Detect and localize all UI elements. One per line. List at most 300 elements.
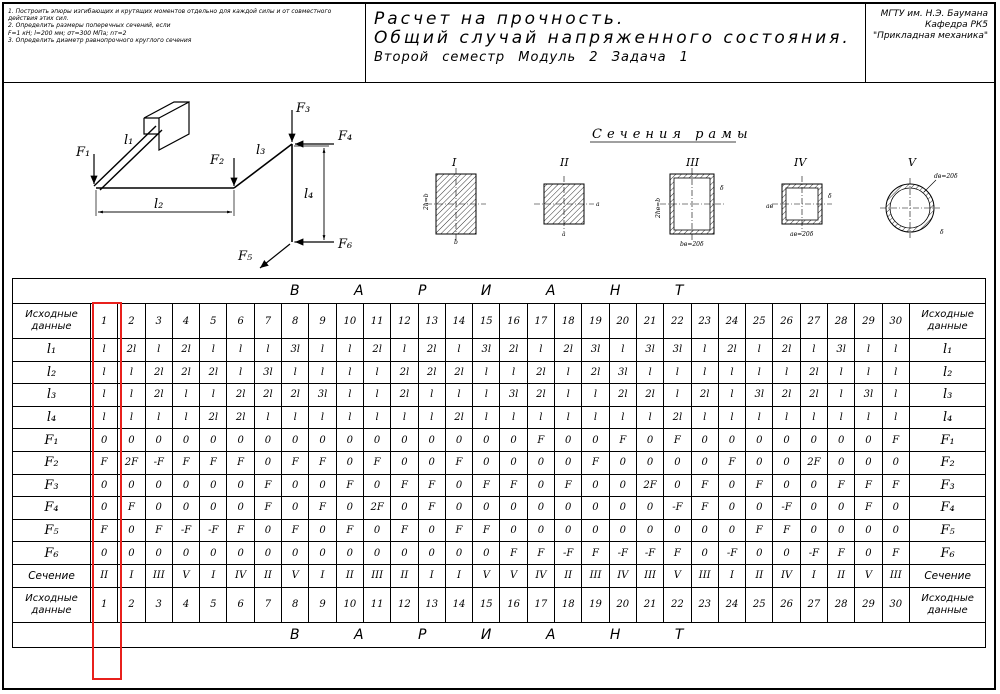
table-cell: 0 <box>118 429 145 452</box>
table-cell: 2l <box>527 361 554 384</box>
table-cell: 0 <box>254 451 281 474</box>
table-cell: IV <box>227 564 254 587</box>
table-cell: F <box>282 451 309 474</box>
table-cell: 2l <box>527 384 554 407</box>
table-cell: 0 <box>309 474 336 497</box>
table-cell: F <box>609 429 636 452</box>
table-cell: 2l <box>227 384 254 407</box>
table-cell: 0 <box>91 497 118 520</box>
variant-number: 21 <box>636 587 663 622</box>
table-cell: 0 <box>691 519 718 542</box>
table-cell: l <box>336 361 363 384</box>
table-cell: 2l <box>172 339 199 362</box>
table-cell: 0 <box>118 474 145 497</box>
table-cell: F <box>555 474 582 497</box>
variant-number: 4 <box>172 304 199 339</box>
variant-number: 9 <box>309 587 336 622</box>
task-title <box>366 4 866 82</box>
table-cell: 0 <box>227 497 254 520</box>
table-cell: l <box>418 384 445 407</box>
label-F2: F₂ <box>210 153 225 168</box>
table-cell: 0 <box>527 451 554 474</box>
table-cell: 0 <box>746 497 773 520</box>
table-cell: 0 <box>418 451 445 474</box>
table-cell: F <box>91 519 118 542</box>
variant-number: 16 <box>500 304 527 339</box>
table-cell: 0 <box>718 429 745 452</box>
table-cell: l <box>746 406 773 429</box>
variant-number: 20 <box>609 304 636 339</box>
table-cell: F <box>718 451 745 474</box>
table-cell: l <box>718 406 745 429</box>
table-cell: 2l <box>773 384 800 407</box>
variant-number: 24 <box>718 587 745 622</box>
table-cell: V <box>664 564 691 587</box>
table-cell: II <box>336 564 363 587</box>
frame-diagram <box>94 102 334 268</box>
table-cell: l <box>582 384 609 407</box>
table-cell: 2l <box>582 361 609 384</box>
section-I-dim-b: b <box>454 239 458 246</box>
variant-number: 10 <box>336 587 363 622</box>
variant-number: 10 <box>336 304 363 339</box>
table-cell: F <box>855 497 882 520</box>
table-row <box>13 564 986 587</box>
title-block <box>4 4 994 83</box>
note-3: 3. Определить диаметр равнопрочного круглого сечения <box>8 36 192 44</box>
table-cell: -F <box>609 542 636 565</box>
row-symbol-right: F₄ <box>909 497 985 520</box>
table-cell: F <box>828 542 855 565</box>
note-2-given: F=1 кН; l=200 мм; σт=300 МПа; nт=2 <box>8 29 127 37</box>
variant-number: 7 <box>254 304 281 339</box>
table-cell: l <box>227 361 254 384</box>
table-cell: 0 <box>282 429 309 452</box>
table-cell: l <box>309 339 336 362</box>
variant-number: 6 <box>227 587 254 622</box>
table-cell: 0 <box>636 497 663 520</box>
table-cell: 0 <box>118 542 145 565</box>
table-cell: 2l <box>445 361 472 384</box>
section-II-dim-a-bottom: a <box>562 231 566 238</box>
table-cell: 0 <box>746 451 773 474</box>
table-cell: 0 <box>691 429 718 452</box>
table-row <box>13 451 986 474</box>
table-cell: IV <box>527 564 554 587</box>
table-cell: 0 <box>527 474 554 497</box>
table-cell: l <box>91 361 118 384</box>
table-cell: III <box>582 564 609 587</box>
table-cell: 0 <box>391 497 418 520</box>
table-cell: l <box>118 361 145 384</box>
table-cell: 0 <box>445 542 472 565</box>
table-cell: F <box>582 542 609 565</box>
table-cell: 0 <box>800 497 827 520</box>
table-cell: 0 <box>200 429 227 452</box>
variant-number: 4 <box>172 587 199 622</box>
section-III-roman: III <box>686 156 700 169</box>
frame-and-sections-drawing <box>4 82 994 273</box>
table-cell: 0 <box>200 542 227 565</box>
table-row <box>13 542 986 565</box>
table-cell: 0 <box>855 542 882 565</box>
table-cell: l <box>555 384 582 407</box>
table-cell: F <box>773 519 800 542</box>
row-symbol-left: F₂ <box>13 451 91 474</box>
variant-number: 11 <box>363 304 390 339</box>
table-cell: l <box>336 384 363 407</box>
table-cell: l <box>691 406 718 429</box>
variant-number: 14 <box>445 587 472 622</box>
table-cell: l <box>664 384 691 407</box>
table-cell: l <box>336 339 363 362</box>
table-cell: 0 <box>172 542 199 565</box>
section-V-dim-d: dв=20δ <box>934 173 958 180</box>
title-line-2: Общий случай напряженного состояния. <box>374 28 851 48</box>
table-cell: F <box>691 497 718 520</box>
variant-number: 2 <box>118 304 145 339</box>
section-II-dim-a-side: a <box>596 201 600 208</box>
table-cell: l <box>582 406 609 429</box>
section-III-dim-delta: δ <box>720 185 724 192</box>
variant-number: 26 <box>773 304 800 339</box>
table-cell: 0 <box>500 451 527 474</box>
table-cell: 0 <box>227 542 254 565</box>
table-cell: 2l <box>800 361 827 384</box>
table-cell: 0 <box>582 429 609 452</box>
table-cell: 0 <box>664 474 691 497</box>
table-cell: 0 <box>691 542 718 565</box>
table-cell: l <box>555 361 582 384</box>
banner-cell: В А Р И А Н Т <box>13 622 986 647</box>
variant-number: 27 <box>800 587 827 622</box>
table-cell: F <box>254 474 281 497</box>
table-cell: F <box>336 474 363 497</box>
table-cell: l <box>473 406 500 429</box>
table-cell: l <box>609 406 636 429</box>
table-cell: l <box>718 361 745 384</box>
table-cell: l <box>527 339 554 362</box>
table-cell: 0 <box>691 451 718 474</box>
table-cell: III <box>691 564 718 587</box>
table-cell: 0 <box>227 429 254 452</box>
row-symbol-left: l₂ <box>13 361 91 384</box>
organization <box>866 4 994 82</box>
figure-area <box>4 82 994 273</box>
table-cell: F <box>445 519 472 542</box>
table-cell: l <box>691 339 718 362</box>
table-cell: 0 <box>391 429 418 452</box>
table-cell: 0 <box>828 451 855 474</box>
table-cell: 0 <box>773 451 800 474</box>
org-course: "Прикладная механика" <box>872 31 988 41</box>
table-cell: 0 <box>200 497 227 520</box>
table-cell: 0 <box>828 519 855 542</box>
table-cell: F <box>691 474 718 497</box>
row-symbol-left: Сечение <box>13 564 91 587</box>
table-cell: 3l <box>855 384 882 407</box>
table-cell: 0 <box>254 429 281 452</box>
table-cell: 0 <box>855 429 882 452</box>
table-cell: 0 <box>200 474 227 497</box>
table-cell: -F <box>773 497 800 520</box>
table-cell: l <box>200 339 227 362</box>
variant-number: 19 <box>582 587 609 622</box>
table-cell: 2l <box>391 384 418 407</box>
table-cell: III <box>882 564 909 587</box>
table-cell: 0 <box>172 429 199 452</box>
variant-number: 5 <box>200 304 227 339</box>
table-cell: IV <box>609 564 636 587</box>
table-cell: -F <box>664 497 691 520</box>
table-cell: 2F <box>800 451 827 474</box>
row-symbol-right: F₂ <box>909 451 985 474</box>
table-cell: 0 <box>773 474 800 497</box>
variant-numbers-row-top <box>13 304 986 339</box>
table-cell: 0 <box>800 474 827 497</box>
table-cell: II <box>828 564 855 587</box>
row-symbol-left: F₃ <box>13 474 91 497</box>
table-cell: 0 <box>391 451 418 474</box>
table-cell: 2l <box>445 406 472 429</box>
variant-number: 3 <box>145 304 172 339</box>
table-cell: l <box>882 361 909 384</box>
table-cell: l <box>118 384 145 407</box>
variant-number: 8 <box>282 587 309 622</box>
table-cell: 3l <box>500 384 527 407</box>
task-notes <box>4 4 366 82</box>
table-cell: F <box>418 474 445 497</box>
variant-number: 28 <box>828 304 855 339</box>
table-cell: 2l <box>254 384 281 407</box>
row-label-left: Исходные данные <box>13 587 91 622</box>
section-IV-dim-a-bottom: aв=20δ <box>790 231 814 238</box>
table-cell: II <box>746 564 773 587</box>
variant-number: 17 <box>527 304 554 339</box>
variant-number: 12 <box>391 587 418 622</box>
variant-number: 15 <box>473 587 500 622</box>
table-cell: F <box>336 519 363 542</box>
table-cell: l <box>773 406 800 429</box>
table-row <box>13 406 986 429</box>
table-cell: l <box>855 339 882 362</box>
section-II-roman: II <box>560 156 569 169</box>
table-cell: l <box>227 339 254 362</box>
table-cell: 0 <box>445 474 472 497</box>
table-cell: 0 <box>91 474 118 497</box>
table-cell: l <box>636 406 663 429</box>
section-I-dim-h: 2h=b <box>423 193 430 210</box>
table-cell: F <box>91 451 118 474</box>
variant-number: 26 <box>773 587 800 622</box>
table-cell: 2F <box>363 497 390 520</box>
section-I <box>423 156 486 246</box>
variant-number: 17 <box>527 587 554 622</box>
table-cell: 0 <box>746 542 773 565</box>
table-cell: 0 <box>555 497 582 520</box>
table-cell: 0 <box>336 542 363 565</box>
table-cell: 0 <box>363 542 390 565</box>
table-cell: 2l <box>555 339 582 362</box>
table-cell: V <box>473 564 500 587</box>
row-symbol-left: l₄ <box>13 406 91 429</box>
label-l2: l₂ <box>154 197 164 212</box>
table-cell: 0 <box>718 474 745 497</box>
row-symbol-right: l₄ <box>909 406 985 429</box>
table-cell: l <box>363 384 390 407</box>
variant-number: 1 <box>91 587 118 622</box>
table-cell: 0 <box>418 542 445 565</box>
variant-number: 2 <box>118 587 145 622</box>
table-cell: 0 <box>609 474 636 497</box>
table-cell: 0 <box>254 519 281 542</box>
variant-number: 25 <box>746 304 773 339</box>
frame-labels <box>75 101 352 264</box>
table-cell: F <box>445 451 472 474</box>
table-cell: F <box>828 474 855 497</box>
table-cell: l <box>145 406 172 429</box>
table-cell: 2l <box>418 339 445 362</box>
table-cell: F <box>664 542 691 565</box>
table-cell: l <box>445 339 472 362</box>
table-cell: l <box>855 406 882 429</box>
variant-number: 8 <box>282 304 309 339</box>
row-symbol-left: F₆ <box>13 542 91 565</box>
table-cell: 0 <box>282 474 309 497</box>
table-cell: 0 <box>582 519 609 542</box>
row-symbol-left: l₁ <box>13 339 91 362</box>
table-cell: l <box>145 339 172 362</box>
variant-number: 21 <box>636 304 663 339</box>
table-cell: 2l <box>282 384 309 407</box>
table-cell: F <box>582 451 609 474</box>
table-cell: I <box>200 564 227 587</box>
table-cell: 2l <box>500 339 527 362</box>
table-cell: 3l <box>746 384 773 407</box>
row-symbol-left: F₄ <box>13 497 91 520</box>
table-cell: -F <box>555 542 582 565</box>
row-symbol-right: l₃ <box>909 384 985 407</box>
variant-number: 15 <box>473 304 500 339</box>
variant-number: 6 <box>227 304 254 339</box>
table-cell: 0 <box>555 519 582 542</box>
table-cell: 0 <box>336 497 363 520</box>
table-cell: 0 <box>145 497 172 520</box>
table-cell: 0 <box>609 451 636 474</box>
table-cell: l <box>91 406 118 429</box>
section-III <box>655 156 724 248</box>
table-cell: F <box>227 451 254 474</box>
table-cell: 3l <box>636 339 663 362</box>
table-row <box>13 384 986 407</box>
table-cell: F <box>254 497 281 520</box>
table-cell: l <box>828 406 855 429</box>
table-cell: l <box>828 384 855 407</box>
section-III-dim-b: bв=20δ <box>680 241 704 248</box>
table-cell: 0 <box>172 474 199 497</box>
table-cell: -F <box>145 451 172 474</box>
table-cell: 3l <box>828 339 855 362</box>
variant-numbers-row-bottom <box>13 587 986 622</box>
table-cell: 0 <box>145 474 172 497</box>
table-cell: l <box>445 384 472 407</box>
table-cell: F <box>527 542 554 565</box>
table-cell: l <box>718 384 745 407</box>
section-III-dim-h: 2hв=b <box>655 197 662 218</box>
table-cell: -F <box>800 542 827 565</box>
table-row <box>13 429 986 452</box>
variant-number: 13 <box>418 587 445 622</box>
table-cell: F <box>282 519 309 542</box>
variant-number: 23 <box>691 587 718 622</box>
variants-table <box>12 278 986 648</box>
table-cell: l <box>527 406 554 429</box>
table-cell: 0 <box>664 519 691 542</box>
table-cell: 3l <box>582 339 609 362</box>
table-cell: 0 <box>172 497 199 520</box>
table-row <box>13 497 986 520</box>
table-cell: 0 <box>609 497 636 520</box>
table-cell: 3l <box>473 339 500 362</box>
table-cell: 0 <box>828 497 855 520</box>
table-cell: II <box>555 564 582 587</box>
table-cell: l <box>336 406 363 429</box>
table-cell: 0 <box>527 497 554 520</box>
table-cell: 2l <box>636 384 663 407</box>
table-cell: 0 <box>473 542 500 565</box>
table-cell: 0 <box>718 519 745 542</box>
table-cell: 3l <box>609 361 636 384</box>
table-cell: l <box>282 361 309 384</box>
table-cell: F <box>527 429 554 452</box>
table-cell: l <box>664 361 691 384</box>
label-F1: F₁ <box>76 145 91 160</box>
table-row <box>13 474 986 497</box>
table-cell: F <box>882 542 909 565</box>
label-l4: l₄ <box>304 187 314 202</box>
section-V <box>880 156 958 238</box>
table-cell: l <box>473 384 500 407</box>
section-IV-dim-delta: δ <box>828 193 832 200</box>
table-cell: 0 <box>500 519 527 542</box>
table-cell: 2l <box>718 339 745 362</box>
section-V-dim-delta: δ <box>940 229 944 236</box>
table-cell: l <box>473 361 500 384</box>
table-cell: l <box>882 339 909 362</box>
table-cell: 0 <box>118 519 145 542</box>
variant-number: 18 <box>555 587 582 622</box>
table-cell: 2l <box>418 361 445 384</box>
table-cell: 0 <box>773 429 800 452</box>
table-cell: l <box>855 361 882 384</box>
table-cell: l <box>636 361 663 384</box>
table-cell: F <box>500 474 527 497</box>
table-cell: F <box>746 519 773 542</box>
table-cell: l <box>500 361 527 384</box>
table-cell: 0 <box>91 542 118 565</box>
table-cell: F <box>309 497 336 520</box>
table-cell: 0 <box>336 451 363 474</box>
row-symbol-left: F₅ <box>13 519 91 542</box>
table-cell: 0 <box>527 519 554 542</box>
table-cell: l <box>746 361 773 384</box>
variant-number: 12 <box>391 304 418 339</box>
org-department: Кафедра РК5 <box>925 20 988 30</box>
table-cell: 0 <box>582 474 609 497</box>
table-cell: l <box>800 339 827 362</box>
table-cell: 0 <box>500 429 527 452</box>
table-cell: 0 <box>363 519 390 542</box>
